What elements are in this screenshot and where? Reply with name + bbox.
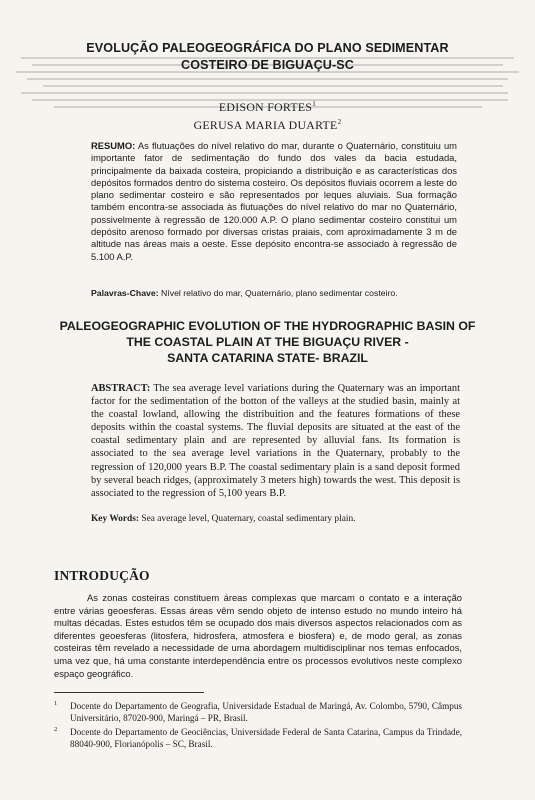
abstract-label: ABSTRACT:	[91, 383, 151, 394]
section-heading-introducao: INTRODUÇÃO	[54, 568, 150, 583]
resumo-label: RESUMO:	[91, 140, 136, 151]
keywords	[91, 513, 471, 525]
paper-title-en	[0, 318, 535, 366]
abstract-text: The sea average level variations during the Quaternary was an important factor for the sedimentation of the botton of the valleys at the studied basin, mainly at the coastal lowland, allowing the distribuition and the features formations of these deposits within the coastal systems. The fluvial deposits are situated at the east of the coastal sedimentary plain and are represented by alluvial fans. Its formation is associated to the sea average level variations in the Quaternary, probably to the regression of 120,000 years B.P. The coastal sedimentary plain is a sand deposit formed by several beach ridges, (approximately 3 meters high) towards the west. This deposit is associated to the regression of 5,100 years B.P.	[91, 383, 460, 499]
resumo-block	[91, 140, 457, 263]
author-2-mark: 2	[337, 117, 342, 126]
keywords-text: Sea average level, Quaternary, coastal sedimentary plain.	[141, 514, 356, 524]
footnote-rule	[54, 692, 204, 693]
palavras-chave-text: Nível relativo do mar, Quaternário, plano sedimentar costeiro.	[161, 288, 398, 298]
author-2-name: GERUSA MARIA DUARTE	[193, 117, 338, 132]
footnote-2-number: 2	[54, 726, 58, 733]
footnote-1-number: 1	[54, 700, 58, 707]
author-1	[0, 97, 535, 115]
author-list	[0, 97, 535, 133]
paper-title-en-line-3: SANTA CATARINA STATE- BRAZIL	[167, 351, 368, 365]
author-1-mark: 1	[312, 100, 317, 108]
footnote-2-text: Docente do Departamento de Geociências, Universidade Federal de Santa Catarina, Campus da Trindade, 88040-900, Florianópolis – SC, Brasil.	[70, 727, 462, 749]
footnote-2	[54, 726, 462, 750]
author-2	[0, 115, 535, 133]
abstract-block	[91, 382, 460, 500]
keywords-label: Key Words:	[91, 514, 140, 524]
paper-title-pt	[0, 40, 535, 74]
resumo-text: As flutuações do nível relativo do mar, durante o Quaternário, constituiu um importante fator de sedimentação do fundo dos vales da bacia estudada, principalmente da baixada costeira, propiciando a distribuição e as características dos depósitos formados dentro do sistema costeiro. Os depósitos fluviais ocorrem a leste do plano sedimentar costeiro e são representados por leques aluviais. Sua formação também encontra-se associada às flutuações do nível relativo do mar no Quaternário, possivelmente à regressão de 120.000 A.P. O plano sedimentar costeiro constitui um depósito arenoso formado por diversas cristas praiais, com aproximadamente 3 m de altitude nas áreas mais a oeste. Esse depósito encontra-se associado à regressão de 5.100 A.P.	[91, 140, 457, 262]
footnote-1	[54, 700, 462, 724]
paper-title-pt-line-1: EVOLUÇÃO PALEOGEOGRÁFICA DO PLANO SEDIMENTAR	[86, 41, 449, 55]
intro-paragraph: As zonas costeiras constituem áreas complexas que marcam o contato e a interação entre várias geoesferas. Essas áreas vêm sendo objeto de intenso estudo no mundo inteiro há multas décadas. Estes estudos têm se ocupado dos mais diversos aspectos relacionados com as diferentes geoesferas (litosfera, hidrosfera, atmosfera e biosfera) e, de modo geral, as zonas costeiras têm revelado a necessidade de uma abordagem multidisciplinar nos temas enfocados, uma vez que, há uma constante interdependência entre os processos evolutivos neste complexo espaço geográfico.	[54, 592, 462, 679]
author-1-name: EDISON FORTES	[218, 99, 313, 114]
paper-title-en-line-2: THE COASTAL PLAIN AT THE BIGUAÇU RIVER -	[126, 335, 409, 349]
paper-title-pt-line-2: COSTEIRO DE BIGUAÇU-SC	[181, 58, 354, 72]
palavras-chave-label: Palavras-Chave:	[91, 288, 159, 298]
paper-title-en-line-1: PALEOGEOGRAPHIC EVOLUTION OF THE HYDROGRAPHIC BASIN OF	[59, 319, 476, 333]
footnote-1-text: Docente do Departamento de Geografia, Universidade Estadual de Maringá, Av. Colombo, 5790, Câmpus Universitário, 87020-900, Maringá – PR, Brasil.	[70, 701, 462, 723]
palavras-chave	[91, 288, 471, 299]
